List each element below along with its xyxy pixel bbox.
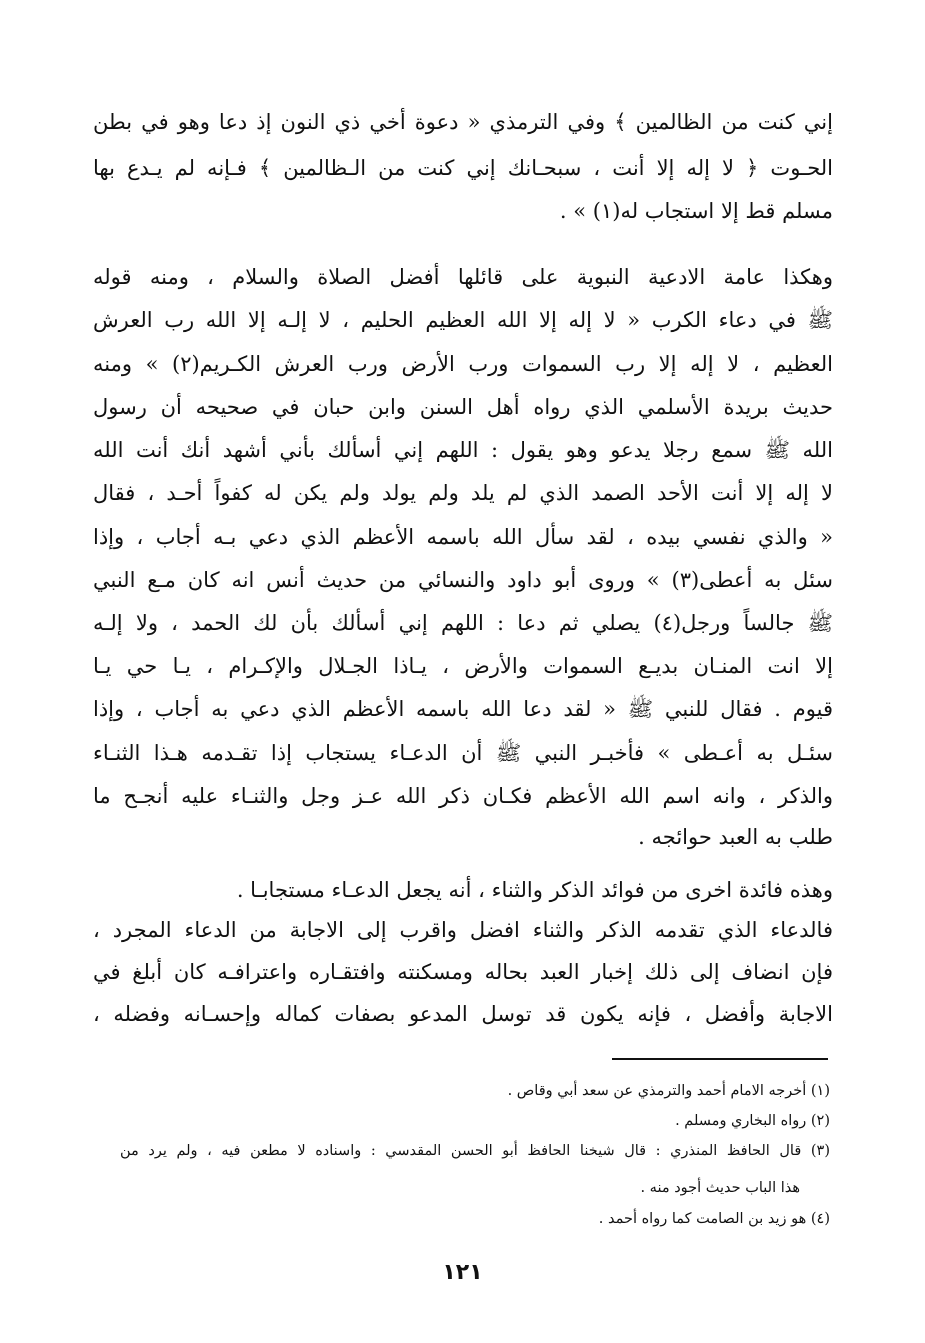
text-line: وهذه فائدة اخرى من فوائد الذكر والثناء ، أنه يجعل الدعـاء مستجابـا . bbox=[236, 878, 833, 902]
text-line: سئل به أعطى(٣) » وروى أبو داود والنسائي من حديث أنس انه كان مـع النبي bbox=[93, 568, 833, 592]
text-line: إني كنت من الظالمين ﴾ وفي الترمذي « دعوة أخي ذي النون إذ دعا وهو في بطن bbox=[93, 110, 833, 134]
footnote-separator bbox=[612, 1058, 828, 1060]
text-line: الاجابة وأفضل ، فإنه يكون قد توسل المدعو بصفات كماله وإحسـانه وفضله ، bbox=[93, 1002, 833, 1026]
text-line: إلا انت المنـان بديـع السموات والأرض ، يـاذا الجـلال والإكـرام ، يـا حي يـا bbox=[93, 654, 833, 678]
text-line: سئـل به أعـطى » فأخبـر النبي ﷺ أن الدعـاء يستجاب إذا تقـدمه هـذا الثنـاء bbox=[93, 741, 833, 765]
text-line: الحـوت ﴿ لا إله إلا أنت ، سبحـانك إني كنت من الـظالمين ﴾ فـإنه لم يـدع بها bbox=[93, 156, 833, 180]
page-number: ١٢١ bbox=[442, 1260, 483, 1285]
text-line: وهكذا عامة الادعية النبوية على قائلها أفضل الصلاة والسلام ، ومنه قوله bbox=[93, 265, 833, 289]
text-line: طلب به العبد حوائجه . bbox=[638, 825, 833, 849]
footnote: (٢) رواه البخاري ومسلم . bbox=[675, 1113, 830, 1129]
footnote: (٣) قال الحافظ المنذري : قال شيخنا الحافظ أبو الحسن المقدسي : واسناده لا مطعن فيه ، ولم يرد من bbox=[120, 1143, 830, 1159]
text-line: حديث بريدة الأسلمي الذي رواه أهل السنن وابن حبان في صحيحه أن رسول bbox=[93, 395, 833, 419]
text-line: قيوم . فقال للنبي ﷺ « لقد دعا الله باسمه الأعظم الذي دعي به أجاب ، وإذا bbox=[93, 697, 833, 721]
text-line: « والذي نفسي بيده ، لقد سأل الله باسمه الأعظم الذي دعي بـه أجاب ، وإذا bbox=[93, 525, 833, 549]
text-line: ﷺ جالساً ورجل(٤) يصلي ثم دعا : اللهم إني أسألك بأن لك الحمد ، ولا إلـه bbox=[93, 611, 833, 635]
text-line: فالدعاء الذي تقدمه الذكر والثناء افضل واقرب إلى الاجابة من الدعاء المجرد ، bbox=[93, 918, 833, 942]
text-line: فإن انضاف إلى ذلك إخبار العبد بحاله ومسكنته وافتقـاره واعترافـه كان أبلغ في bbox=[93, 960, 833, 984]
footnote: (١) أخرجه الامام أحمد والترمذي عن سعد أبي وقاص . bbox=[507, 1083, 830, 1099]
text-line: لا إله إلا أنت الأحد الصمد الذي لم يلد ولم يولد ولم يكن له كفواً أحـد ، فقال bbox=[93, 481, 833, 505]
text-line: العظيم ، لا إله إلا رب السموات ورب الأرض ورب العرش الكـريم(٢) » ومنه bbox=[93, 352, 833, 376]
text-line: ﷺ في دعاء الكرب « لا إله إلا الله العظيم الحليم ، لا إلـه إلا الله رب العرش bbox=[93, 308, 833, 332]
footnote-continuation: هذا الباب حديث أجود منه . bbox=[640, 1180, 800, 1196]
text-line: الله ﷺ سمع رجلا يدعو وهو يقول : اللهم إني أسألك بأني أشهد أنك أنت الله bbox=[93, 438, 833, 462]
text-line: مسلم قط إلا استجاب له(١) » . bbox=[559, 199, 833, 223]
text-line: والذكر ، وانه اسم الله الأعظم فكـان ذكر الله عـز وجل والثنـاء عليه أنجـح ما bbox=[93, 784, 833, 808]
footnote: (٤) هو زيد بن الصامت كما رواه أحمد . bbox=[598, 1211, 830, 1227]
